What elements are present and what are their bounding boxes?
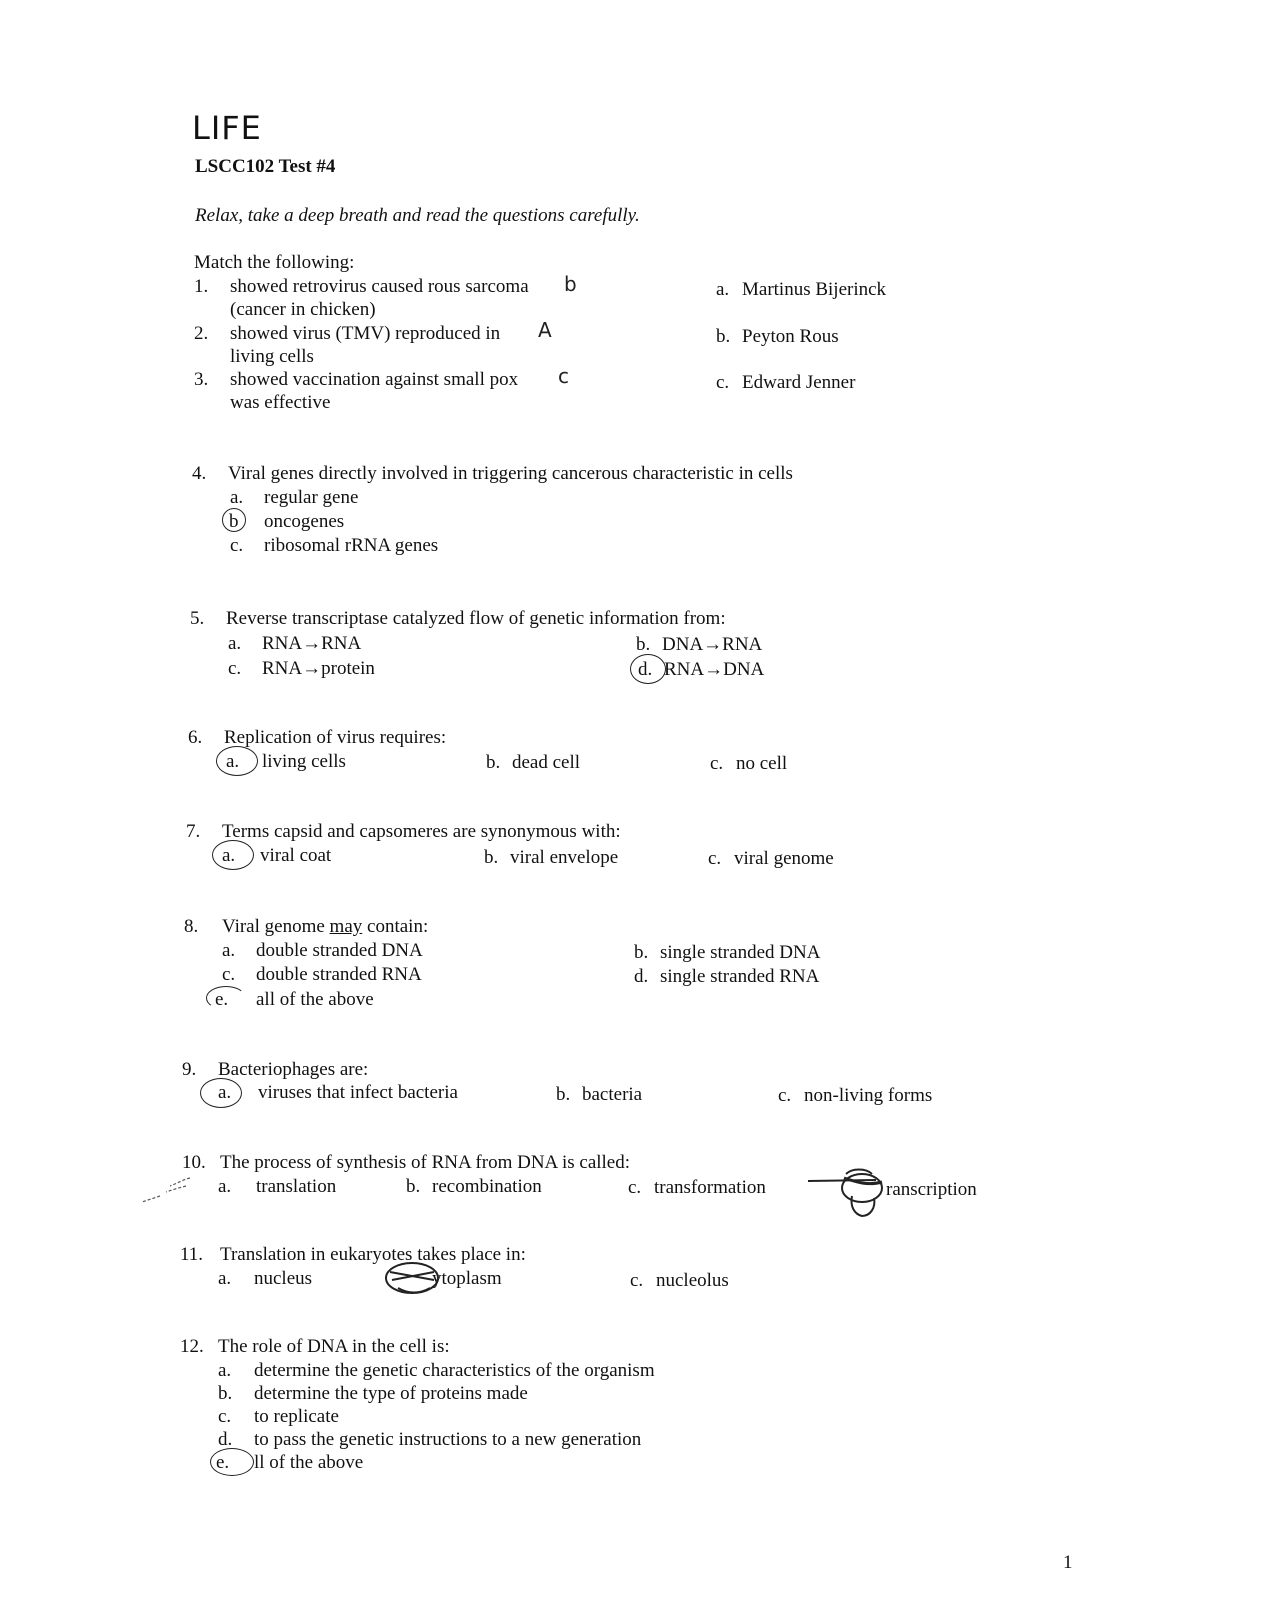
answer-circle: [206, 986, 246, 1010]
option-letter: d.: [638, 659, 653, 680]
answer-scribble-icon: [806, 1166, 896, 1226]
option-text: viral coat: [260, 845, 332, 866]
match-choice-letter: c.: [716, 372, 730, 393]
match-choice-letter: a.: [716, 279, 730, 300]
option-text: living cells: [262, 751, 346, 772]
option-text: RNA→DNA: [664, 659, 765, 680]
option-letter: c.: [230, 535, 244, 556]
option-text: non-living forms: [804, 1085, 933, 1106]
answer-circle: [216, 746, 258, 776]
question-number: 6.: [188, 727, 203, 748]
page-number: 1: [1063, 1552, 1073, 1573]
match-choice-letter: b.: [716, 326, 731, 347]
question-number: 5.: [190, 608, 205, 629]
option-letter: b.: [484, 847, 499, 868]
option-text: determine the genetic characteristics of the organism: [254, 1360, 655, 1381]
question-stem: Bacteriophages are:: [218, 1059, 369, 1080]
option-text: dead cell: [512, 752, 581, 773]
option-letter: a.: [218, 1082, 232, 1103]
match-item-text: living cells: [230, 346, 314, 367]
option-text: viral genome: [734, 848, 834, 869]
option-letter: c.: [222, 964, 236, 985]
option-letter: c.: [778, 1085, 792, 1106]
answer-circle: [210, 1448, 254, 1476]
option-letter: b: [229, 511, 239, 532]
option-text: ribosomal rRNA genes: [264, 535, 439, 556]
question-stem: Terms capsid and capsomeres are synonymous with:: [222, 821, 621, 842]
pencil-scribble-icon: [140, 1166, 220, 1206]
question-stem: [222, 917, 428, 936]
match-item-text: was effective: [230, 392, 331, 413]
option-letter: c.: [628, 1177, 642, 1198]
match-choice-text: Edward Jenner: [742, 372, 856, 393]
answer-circle: [222, 508, 246, 532]
question-stem: The role of DNA in the cell is:: [218, 1336, 450, 1357]
answer-circle: [200, 1078, 242, 1108]
option-letter: c.: [710, 753, 724, 774]
option-text: to replicate: [254, 1406, 339, 1427]
test-title: LSCC102 Test #4: [195, 156, 336, 177]
option-text: oncogenes: [264, 511, 345, 532]
answer-circle: [630, 654, 666, 684]
option-text: RNA→RNA: [262, 633, 362, 654]
option-text: double stranded RNA: [256, 964, 422, 985]
option-text: DNA→RNA: [662, 634, 763, 655]
option-text: RNA→protein: [262, 658, 375, 679]
question-stem-pre: Viral genome: [222, 916, 325, 937]
question-number: 10.: [182, 1152, 206, 1173]
option-letter: a.: [218, 1268, 232, 1289]
option-letter: d.: [634, 966, 649, 987]
question-stem: Translation in eukaryotes takes place in:: [220, 1244, 526, 1265]
option-text: viral envelope: [510, 847, 619, 868]
option-text: double stranded DNA: [256, 940, 423, 961]
option-letter: b.: [406, 1176, 421, 1197]
option-letter: a.: [228, 633, 242, 654]
question-stem: The process of synthesis of RNA from DNA is called:: [220, 1152, 631, 1173]
question-stem-emphasis: may: [329, 916, 363, 937]
option-text: nucleus: [254, 1268, 313, 1289]
option-text: determine the type of proteins made: [254, 1383, 528, 1404]
answer-scribble-icon: [384, 1258, 444, 1302]
option-text: single stranded DNA: [660, 942, 821, 963]
option-text: ranscription: [886, 1179, 977, 1200]
option-letter: b.: [634, 942, 649, 963]
option-text: all of the above: [256, 989, 374, 1010]
question-stem: Reverse transcriptase catalyzed flow of genetic information from:: [226, 608, 726, 629]
option-letter: e.: [215, 989, 229, 1010]
match-num: 2.: [194, 323, 209, 344]
option-letter: e.: [216, 1452, 230, 1473]
option-letter: c.: [228, 658, 242, 679]
question-stem: Replication of virus requires:: [224, 727, 447, 748]
option-letter: b.: [636, 634, 651, 655]
option-letter: c.: [218, 1406, 232, 1427]
match-item-text: showed virus (TMV) reproduced in: [230, 323, 501, 344]
match-item-text: (cancer in chicken): [230, 299, 376, 320]
option-letter: c.: [630, 1270, 644, 1291]
question-stem: Viral genes directly involved in triggering cancerous characteristic in cells: [228, 463, 793, 484]
answer-circle: [212, 840, 254, 870]
option-text: single stranded RNA: [660, 966, 820, 987]
option-letter: c.: [708, 848, 722, 869]
option-text: no cell: [736, 753, 788, 774]
handwritten-answer: c: [558, 364, 569, 388]
question-number: 7.: [186, 821, 201, 842]
match-num: 1.: [194, 276, 209, 297]
match-item-text: showed vaccination against small pox: [230, 369, 519, 390]
option-letter: a.: [222, 845, 236, 866]
option-text: regular gene: [264, 487, 359, 508]
option-letter: a.: [218, 1360, 232, 1381]
question-number: 9.: [182, 1059, 197, 1080]
match-item-text: showed retrovirus caused rous sarcoma: [230, 276, 529, 297]
option-text: ytoplasm: [432, 1268, 502, 1289]
match-choice-text: Martinus Bijerinck: [742, 279, 887, 300]
question-stem-post: contain:: [367, 916, 429, 937]
question-number: 12.: [180, 1336, 204, 1357]
option-letter: a.: [230, 487, 244, 508]
question-number: 4.: [192, 463, 207, 484]
option-letter: d.: [218, 1429, 233, 1450]
option-letter: a.: [218, 1176, 232, 1197]
option-letter: b.: [486, 752, 501, 773]
option-text: translation: [256, 1176, 337, 1197]
matching-prompt: Match the following:: [194, 252, 355, 273]
option-letter: a.: [226, 751, 240, 772]
match-choice-text: Peyton Rous: [742, 326, 839, 347]
option-letter: b.: [556, 1084, 571, 1105]
option-text: to pass the genetic instructions to a new generation: [254, 1429, 642, 1450]
option-letter: a.: [222, 940, 236, 961]
question-number: 11.: [180, 1244, 204, 1265]
option-text: ll of the above: [254, 1452, 364, 1473]
option-letter: b.: [218, 1383, 233, 1404]
option-text: bacteria: [582, 1084, 643, 1105]
handwritten-answer: b: [564, 272, 577, 296]
option-text: viruses that infect bacteria: [258, 1082, 458, 1103]
option-text: recombination: [432, 1176, 542, 1197]
instruction: Relax, take a deep breath and read the questions carefully.: [195, 205, 640, 226]
option-text: transformation: [654, 1177, 766, 1198]
handwritten-answer: A: [538, 318, 552, 342]
question-number: 8.: [184, 916, 199, 937]
option-text: nucleolus: [656, 1270, 729, 1291]
handwritten-title: LIFE: [192, 109, 262, 147]
match-num: 3.: [194, 369, 209, 390]
